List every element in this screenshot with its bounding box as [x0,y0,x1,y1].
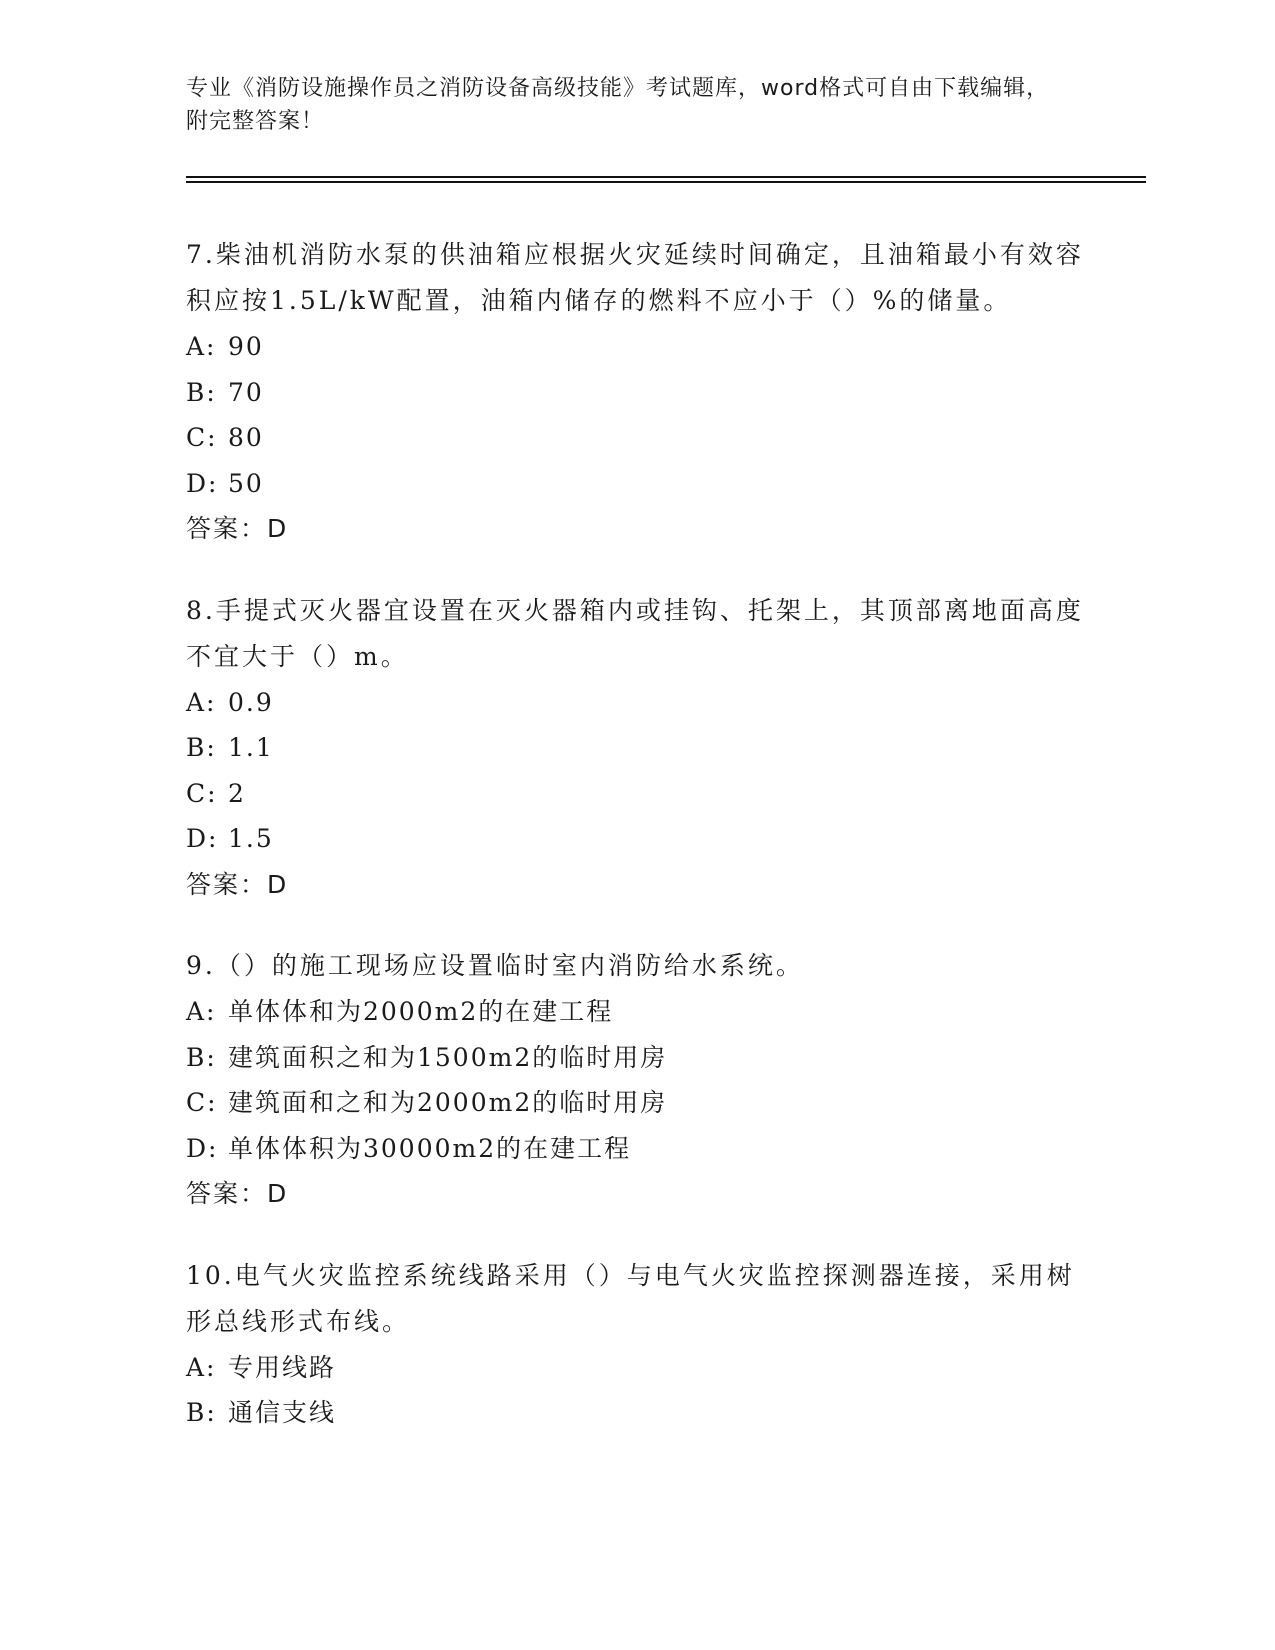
header-rule-bottom [186,181,1146,183]
question-text: 9.（）的施工现场应设置临时室内消防给水系统。 [186,951,804,980]
option-a [186,1345,1086,1391]
option-value: 单体体积为30000m2的在建工程 [228,1133,632,1163]
question-text: 8.手提式灭火器宜设置在灭火器箱内或挂钩、托架上，其顶部离地面高度不宜大于（）m。 [186,595,1084,671]
option-key: B: [186,1398,217,1427]
option-value: 70 [228,377,264,407]
option-key: A: [186,1352,217,1382]
answer-line: 答案：D [186,514,289,543]
option-d [186,461,1086,507]
option-value: 专用线路 [228,1352,337,1382]
option-d [186,1126,1086,1172]
option-key: B: [186,377,217,407]
document-header: 专业《消防设施操作员之消防设备高级技能》考试题库，word格式可自由下载编辑，附完整答案！ [186,76,1050,134]
option-value: 通信支线 [228,1398,337,1427]
option-value: 单体体和为2000m2的在建工程 [228,997,614,1026]
option-value: 建筑面积之和为1500m2的临时用房 [228,1042,668,1072]
answer-line: 答案：D [186,869,289,899]
option-value: 1.1 [228,733,274,762]
option-key: C: [186,1088,218,1117]
option-b [186,1390,1086,1436]
option-a [186,680,1086,726]
option-key: B: [186,1042,217,1072]
question-7 [186,232,1086,552]
option-b [186,725,1086,771]
option-value: 0.9 [228,687,274,717]
option-key: C: [186,423,218,452]
question-10 [186,1253,1086,1436]
option-c [186,771,1086,817]
option-key: A: [186,687,217,717]
option-key: D: [186,1133,219,1163]
question-text: 7.柴油机消防水泵的供油箱应根据火灾延续时间确定，且油箱最小有效容积应按1.5L/kW配置，油箱内储存的燃料不应小于（）%的储量。 [186,240,1084,315]
option-c [186,415,1086,461]
question-9 [186,943,1086,1217]
option-c [186,1080,1086,1126]
option-key: A: [186,997,217,1026]
option-value: 1.5 [228,824,274,853]
option-value: 90 [228,332,264,361]
option-key: A: [186,332,217,361]
option-value: 2 [228,778,246,808]
option-key: D: [186,468,219,498]
answer-line: 答案：D [186,1179,289,1208]
question-list [186,232,1086,1472]
question-text: 10.电气火灾监控系统线路采用（）与电气火灾监控探测器连接，采用树形总线形式布线。 [186,1260,1075,1336]
option-d [186,816,1086,862]
option-a [186,324,1086,370]
option-key: D: [186,824,219,853]
option-key: C: [186,778,218,808]
option-value: 建筑面和之和为2000m2的临时用房 [228,1088,668,1117]
option-key: B: [186,733,217,762]
option-b [186,1035,1086,1081]
option-value: 80 [228,423,264,452]
option-a [186,989,1086,1035]
option-value: 50 [228,468,264,498]
header-rule-top [186,176,1146,178]
option-b [186,370,1086,416]
question-8 [186,588,1086,908]
